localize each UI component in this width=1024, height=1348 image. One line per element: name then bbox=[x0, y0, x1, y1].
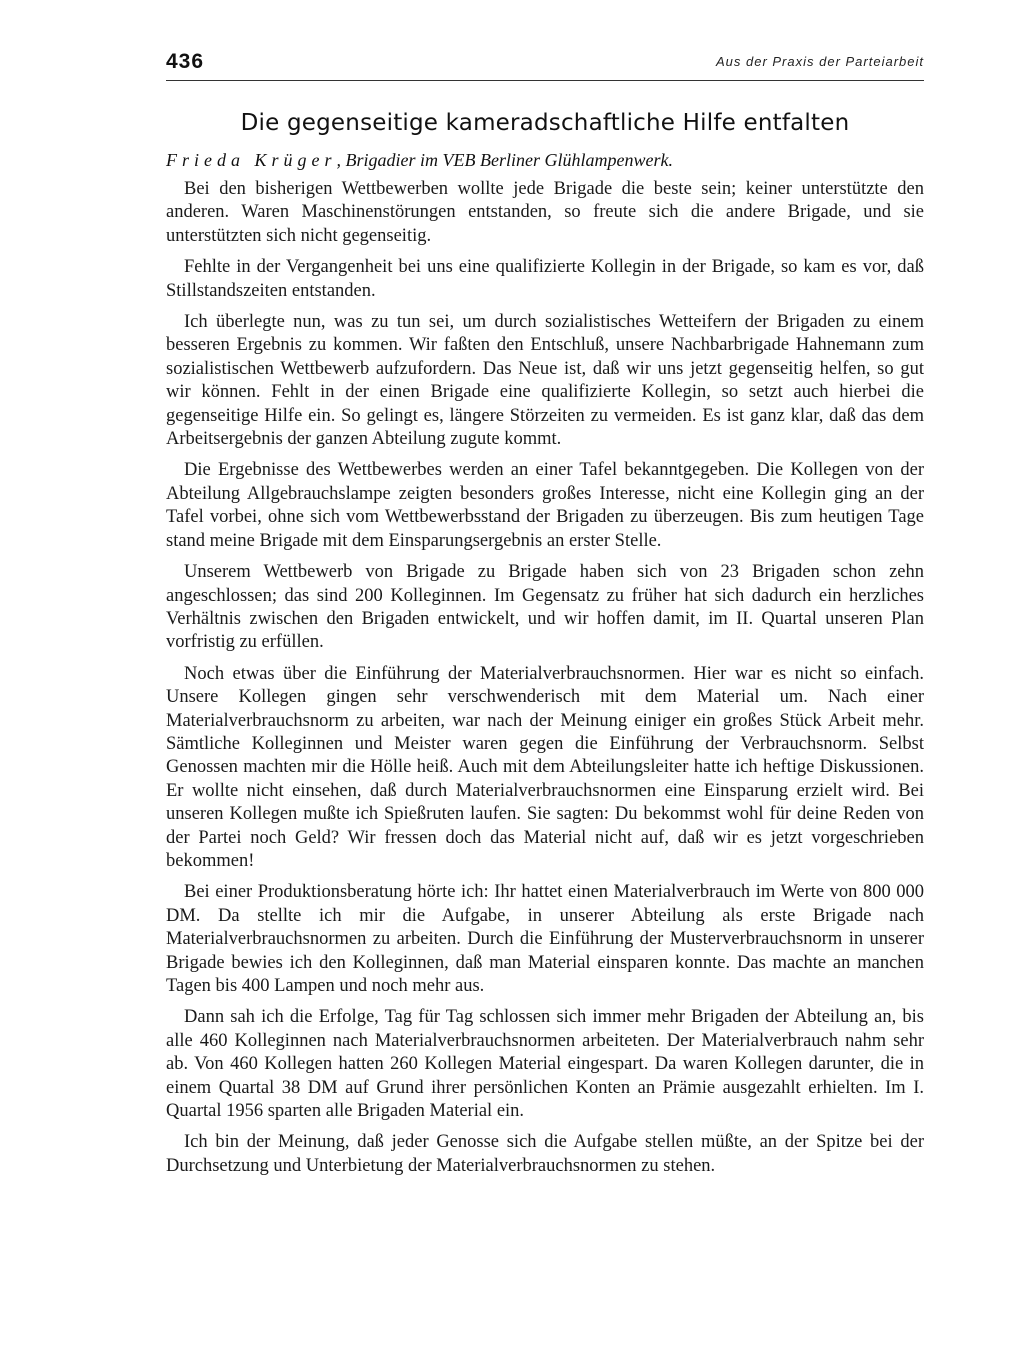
page-number: 436 bbox=[166, 50, 205, 73]
paragraph: Ich überlegte nun, was zu tun sei, um durch sozialistisches Wetteifern der Brigaden zu einem besseren Ergebnis zu kommen. Wir faßten den Entschluß, unsere Nachbarbrigade Hahnemann zum sozialistischen Wettbewerb aufzufordern. Das Neue ist, daß wir uns jetzt gegenseitig helfen, so gut wir können. Fehlt in der einen Brigade eine qualifizierte Kollegin, so setzt auch hierbei die gegenseitige Hilfe ein. So gelingt es, längere Störzeiten zu vermeiden. Es ist ganz klar, daß das dem Arbeitsergebnis der ganzen Abteilung zugute kommt. bbox=[166, 312, 924, 450]
author-role: , Brigadier im VEB Berliner Glühlampenwerk. bbox=[336, 150, 673, 170]
author-line bbox=[166, 150, 924, 171]
paragraph: Fehlte in der Vergangenheit bei uns eine qualifizierte Kollegin in der Brigade, so kam es vor, daß Stillstandszeiten entstanden. bbox=[166, 257, 924, 301]
paragraph: Unserem Wettbewerb von Brigade zu Brigade haben sich von 23 Brigaden schon zehn angeschlossen; das sind 200 Kolleginnen. Im Gegensatz zu früher hat sich dadurch ein herzliches Verhältnis zwischen den Brigaden entwickelt, und wir hoffen damit, im II. Quartal unseren Plan vorfristig zu erfüllen. bbox=[166, 562, 924, 653]
paragraph: Bei den bisherigen Wettbewerben wollte jede Brigade die beste sein; keiner unterstützte den anderen. Waren Maschinenstörungen entstanden, so freute sich die andere Brigade, und sie unterstützten sich nicht gegenseitig. bbox=[166, 179, 924, 246]
article-body bbox=[166, 178, 924, 1186]
paragraph: Die Ergebnisse des Wettbewerbes werden an einer Tafel bekanntgegeben. Die Kollegen von der Abteilung Allgebrauchslampe zeigten besonders großes Interesse, nicht eine Kollegin ging an der Tafel vorbei, ohne sich vom Wettbewerbsstand der Brigaden zu überzeugen. Bis zum heutigen Tage stand meine Brigade mit dem Einsparungsergebnis an erster Stelle. bbox=[166, 460, 924, 551]
paragraph: Bei einer Produktionsberatung hörte ich: Ihr hattet einen Materialverbrauch im Werte von 800 000 DM. Da stellte ich mir die Aufgabe, in unserer Abteilung als erste Brigade nach Materialverbrauchsnormen zu arbeiten. Durch die Einführung der Musterverbrauchsnorm in unserer Brigade bewies ich den Kolleginnen, daß man Material einsparen konnte. Das machte an manchen Tagen bis 400 Lampen und noch mehr aus. bbox=[166, 882, 924, 996]
running-head: Aus der Praxis der Parteiarbeit bbox=[715, 54, 924, 69]
paragraph: Noch etwas über die Einführung der Materialverbrauchsnormen. Hier war es nicht so einfach. Unsere Kollegen gingen sehr verschwenderisch mit dem Material um. Nach einer Materialverbrauchsnorm zu arbeiten, war nach der Meinung einiger ein großes Stück Arbeit mehr. Sämtliche Kolleginnen und Meister waren gegen die Einführung der Verbrauchsnorm. Selbst Genossen machten mir die Hölle heiß. Auch mit dem Abteilungsleiter hatte ich heftige Diskussionen. Er wollte nicht einsehen, daß durch Materialverbrauchsnormen eine Einsparung erzielt wird. Bei unseren Kollegen mußte ich Spießruten laufen. Sie sagten: Du bekommst wohl für deine Reden von der Partei noch Geld? Wir fressen doch das Material nicht auf, daß wir es jetzt vorgeschrieben bekommen! bbox=[166, 663, 924, 871]
article-title: Die gegenseitige kameradschaftliche Hilfe entfalten bbox=[240, 110, 850, 136]
page-header bbox=[166, 50, 924, 81]
author-name: Frieda Krüger bbox=[166, 150, 337, 170]
paragraph: Dann sah ich die Erfolge, Tag für Tag schlossen sich immer mehr Brigaden der Abteilung an, bis alle 460 Kolleginnen nach Materialverbrauchsnormen arbeiteten. Der Materialverbrauch nahm sehr ab. Von 460 Kollegen hatten 260 Kollegen Material eingespart. Da waren Kollegen darunter, die in einem Quartal 38 DM auf Grund ihrer persönlichen Konten an Prämie ausgezahlt erhielten. Im I. Quartal 1956 sparten alle Brigaden Material ein. bbox=[166, 1007, 924, 1122]
paragraph: Ich bin der Meinung, daß jeder Genosse sich die Aufgabe stellen müßte, an der Spitze bei der Durchsetzung und Unterbietung der Materialverbrauchsnormen zu stehen. bbox=[166, 1132, 924, 1176]
